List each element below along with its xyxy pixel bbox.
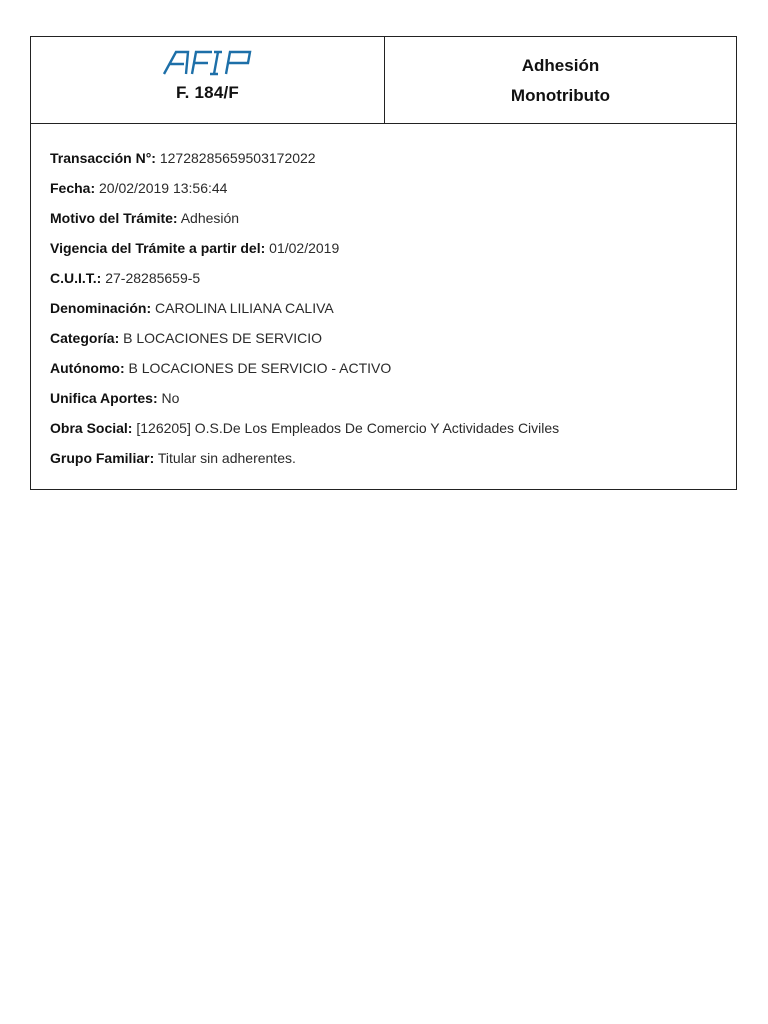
field-value: 27-28285659-5 xyxy=(105,270,201,286)
form-title-line2: Monotributo xyxy=(510,86,611,105)
field-label: Categoría: xyxy=(50,330,120,346)
field-label: C.U.I.T.: xyxy=(50,270,102,286)
field-value: No xyxy=(161,390,180,406)
field-label: Motivo del Trámite: xyxy=(50,210,178,226)
field-value: Titular sin adherentes. xyxy=(157,450,296,466)
form-code: F. 184/F xyxy=(175,83,240,102)
header-title-cell xyxy=(385,37,736,123)
field-label: Obra Social: xyxy=(50,420,133,436)
field-value: [126205] O.S.De Los Empleados De Comercio Y Actividades Civiles xyxy=(136,420,560,436)
field-label: Unifica Aportes: xyxy=(50,390,158,406)
field-label: Vigencia del Trámite a partir del: xyxy=(50,240,266,256)
field-label: Transacción N°: xyxy=(50,150,156,166)
field-denominacion xyxy=(50,293,736,323)
field-motivo xyxy=(50,203,736,233)
field-value: B LOCACIONES DE SERVICIO - ACTIVO xyxy=(128,360,392,376)
field-vigencia xyxy=(50,233,736,263)
field-value: CAROLINA LILIANA CALIVA xyxy=(155,300,334,316)
field-label: Denominación: xyxy=(50,300,152,316)
header-left-cell xyxy=(31,37,385,123)
field-value: 01/02/2019 xyxy=(269,240,340,256)
field-label: Fecha: xyxy=(50,180,96,196)
field-label: Autónomo: xyxy=(50,360,125,376)
field-transaccion xyxy=(50,143,736,173)
form-document xyxy=(30,36,737,490)
field-value: 20/02/2019 13:56:44 xyxy=(99,180,228,196)
field-autonomo xyxy=(50,353,736,383)
field-value: Adhesión xyxy=(180,210,240,226)
form-header xyxy=(31,37,736,124)
form-title-line1: Adhesión xyxy=(521,56,600,75)
fields-list xyxy=(31,124,736,473)
field-unifica-aportes xyxy=(50,383,736,413)
field-value: B LOCACIONES DE SERVICIO xyxy=(123,330,323,346)
afip-logo xyxy=(162,50,254,76)
field-label: Grupo Familiar: xyxy=(50,450,155,466)
field-fecha xyxy=(50,173,736,203)
field-cuit xyxy=(50,263,736,293)
field-value: 12728285659503172022 xyxy=(159,150,316,166)
field-grupo-familiar xyxy=(50,443,736,473)
field-obra-social xyxy=(50,413,736,443)
field-categoria xyxy=(50,323,736,353)
